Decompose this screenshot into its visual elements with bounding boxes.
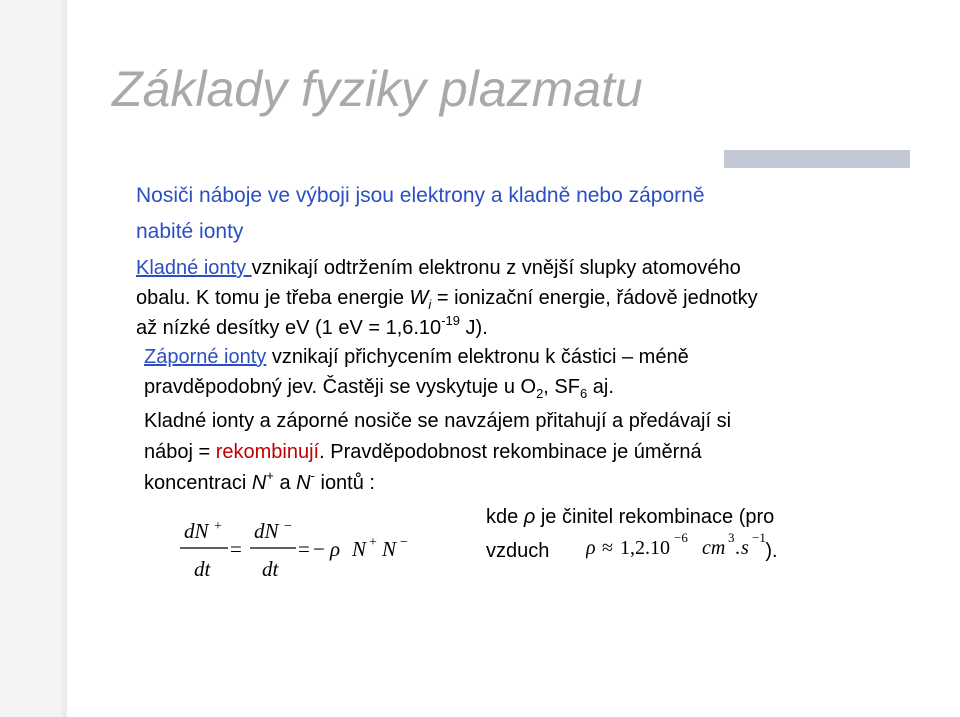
paragraph-negative-ions (144, 342, 689, 402)
top-decor-strip (724, 150, 910, 168)
dt-denominator-2: dt (262, 557, 279, 581)
n-plus-symbol: N (251, 472, 267, 494)
positive-ions-text-c: = ionizační energie, řádově jednotky (431, 287, 758, 309)
negative-ions-link[interactable]: Záporné ionty (144, 346, 267, 368)
plus-sup: + (266, 468, 274, 483)
recombine-term: rekombinují (215, 441, 320, 463)
paragraph-recombination (144, 406, 731, 499)
positive-ions-text-b: obalu. K tomu je třeba energie (136, 287, 410, 309)
minus-sup: - (310, 468, 315, 483)
numerator-plus-sign: + (214, 519, 222, 534)
rho-note-text-a: kde (486, 506, 524, 528)
rho-note-text-d: ). (765, 540, 778, 562)
negative-ions-text-a: vznikají přichycením elektronu k částici – méně (266, 346, 689, 368)
rho-value-unit-s: s (741, 537, 749, 559)
rho-note-text-b: je činitel rekombinace (pro (535, 506, 775, 528)
left-decor-bar-edge (62, 0, 67, 717)
sf6-subscript: 6 (579, 386, 588, 401)
left-decor-bar (0, 0, 67, 717)
positive-ions-text-e: J). (459, 317, 488, 339)
exponent: -19 (441, 313, 460, 328)
positive-ions-link[interactable]: Kladné ionty (136, 257, 252, 279)
recombination-line-1: Kladné ionty a záporné nosiče se navzájem přitahují a předávají si (144, 410, 732, 432)
o2-subscript: 2 (536, 386, 544, 401)
equals-sign-1: = (230, 537, 242, 561)
n-minus-symbol: N (296, 472, 311, 494)
rho-value-number: 1,2.10 (620, 537, 670, 559)
rho-note-symbol: ρ (523, 506, 536, 528)
recombination-text-e: a (273, 472, 297, 494)
approx-sign: ≈ (602, 537, 613, 559)
rho-value-exp1: −6 (674, 530, 688, 545)
energy-symbol: W (409, 287, 429, 309)
negative-ions-text-c: , SF (543, 376, 580, 398)
equals-sign-2: = (298, 537, 310, 561)
negative-sign: − (313, 537, 325, 561)
positive-ions-text-d: až nízké desítky eV (1 eV = 1,6.10 (136, 317, 442, 339)
n-plus-term: N (352, 537, 367, 561)
positive-ions-line-2 (136, 283, 758, 313)
negative-ions-text-b: pravděpodobný jev. Častěji se vyskytuje u O (144, 376, 537, 398)
numerator-minus-sign: − (284, 519, 292, 534)
rho-note-text-c: vzduch (486, 540, 550, 562)
slide-title: Základy fyziky plazmatu (112, 61, 643, 117)
carriers-line-1: Nosiči náboje ve výboji jsou elektrony a kladně nebo záporně (136, 184, 705, 207)
recombination-text-b: náboj = (144, 441, 216, 463)
rho-value-formula (586, 530, 786, 564)
negative-ions-line-2 (144, 372, 689, 402)
rho-value-unit-cm: cm (702, 537, 726, 559)
rho-value-dot: . (735, 537, 740, 559)
positive-ions-line-1 (136, 253, 758, 283)
rho-value-exp2: 3 (728, 530, 735, 545)
energy-subscript: i (428, 297, 432, 312)
dt-denominator-1: dt (194, 557, 211, 581)
rho-note-line-1 (486, 500, 778, 534)
dn-minus-numerator: dN (254, 519, 279, 543)
rho-value-exp3: −1 (752, 530, 766, 545)
negative-ions-text-d: aj. (587, 376, 614, 398)
recombination-line-3 (144, 468, 731, 499)
recombination-text-f: iontů : (314, 472, 375, 494)
negative-ions-line-1 (144, 342, 689, 372)
recombination-formula (170, 516, 430, 586)
dn-plus-numerator: dN (184, 519, 209, 543)
n-plus-sign: + (369, 535, 377, 550)
rho-symbol: ρ (330, 537, 341, 561)
recombination-text-c: . Pravděpodobnost rekombinace je úměrná (319, 441, 702, 463)
recombination-text-d: koncentraci (144, 472, 252, 494)
carriers-line-2: nabité ionty (136, 220, 244, 243)
rho-value-symbol: ρ (586, 537, 596, 559)
n-minus-term: N (382, 537, 397, 561)
positive-ions-line-3 (136, 313, 758, 343)
paragraph-positive-ions (136, 253, 758, 343)
paragraph-carriers (136, 178, 705, 250)
n-minus-sign: − (400, 535, 408, 550)
positive-ions-text-a: vznikají odtržením elektronu z vnější slupky atomového (251, 257, 741, 279)
recombination-line-2 (144, 437, 731, 468)
